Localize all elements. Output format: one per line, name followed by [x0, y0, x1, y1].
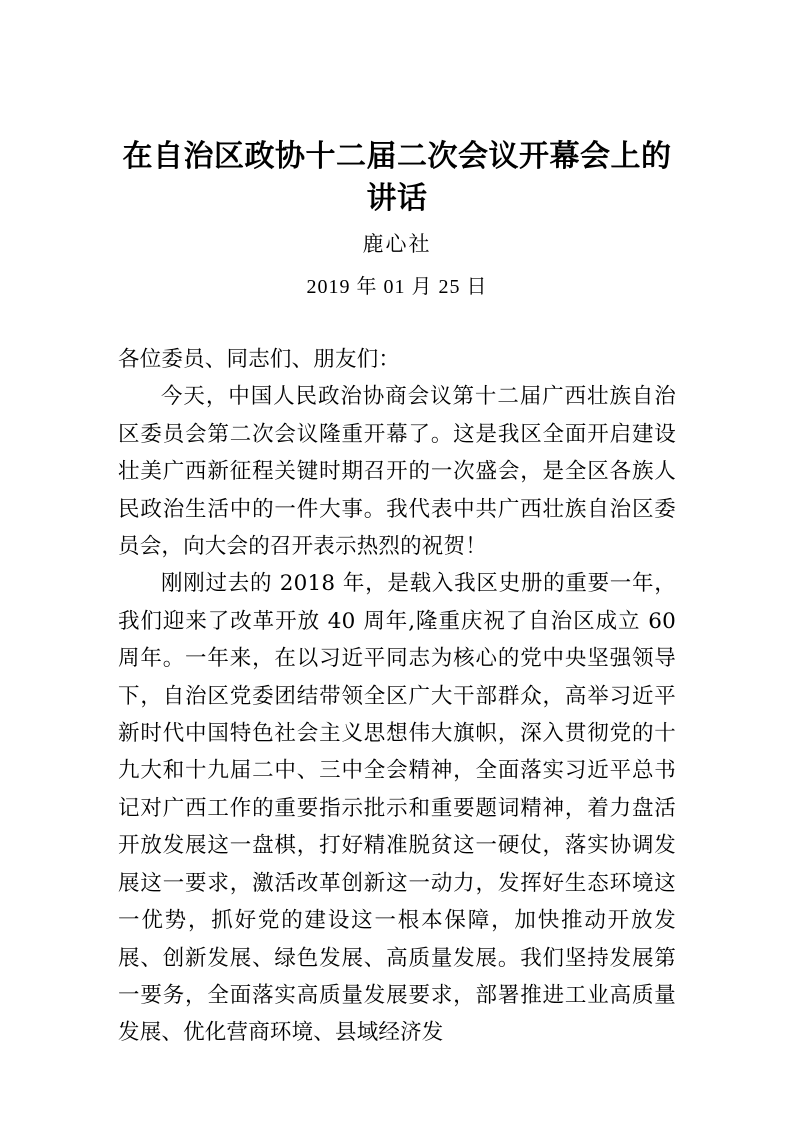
- page-title: 在自治区政协十二届二次会议开幕会上的讲话: [122, 140, 672, 215]
- paragraph-body: 刚刚过去的 2018 年，是载入我区史册的重要一年，我们迎来了改革开放 40 周年,隆重庆祝了自治区成立 60 周年。一年来，在以习近平同志为核心的党中央坚强领导下，自治区党委团结带领全区广大干部群众，高举习近平新时代中国特色社会主义思想伟大旗帜，深入贯彻党的十九大和十九届二中、三中全会精神，全面落实习近平总书记对广西工作的重要指示批示和重要题词精神，着力盘活开放发展这一盘棋，打好精准脱贫这一硬仗，落实协调发展这一要求，激活改革创新这一动力，发挥好生态环境这一优势，抓好党的建设这一根本保障，加快推动开放发展、创新发展、绿色发展、高质量发展。我们坚持发展第一要务，全面落实高质量发展要求，部署推进工业高质量发展、优化营商环境、县域经济发: [118, 571, 676, 1046]
- document-author: 鹿心社: [362, 232, 432, 256]
- page-content: [118, 0, 676, 1052]
- document-body: [118, 301, 676, 1052]
- paragraph-salutation: 各位委员、同志们、朋友们：: [118, 347, 401, 372]
- document-date: 2019 年 01 月 25 日: [306, 276, 488, 298]
- paragraph-body: 今天，中国人民政治协商会议第十二届广西壮族自治区委员会第二次会议隆重开幕了。这是我区全面开启建设壮美广西新征程关键时期召开的一次盛会，是全区各族人民政治生活中的一件大事。我代表中共广西壮族自治区委员会，向大会的召开表示热烈的祝贺！: [118, 384, 676, 560]
